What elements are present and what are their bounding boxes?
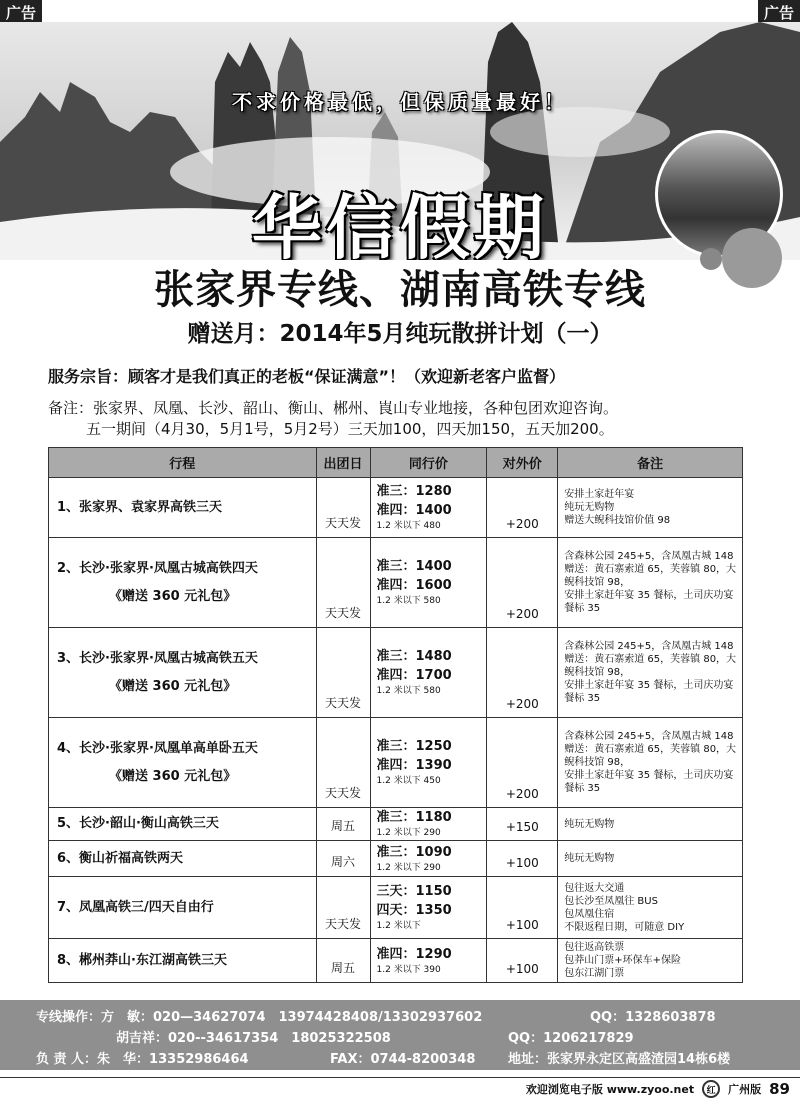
price-cell (370, 939, 487, 983)
departure-cell: 周五 (316, 808, 370, 841)
note-line-1: 备注：张家界、凤凰、长沙、韶山、衡山、郴州、崀山专业地接，各种包团欢迎咨询。 (48, 399, 619, 417)
trade-price: 四天：1350 (376, 903, 452, 918)
table-row (49, 718, 743, 808)
remark-line: 赠送：黄石寨索道 65，芙蓉镇 80，大鲵科技馆 98， (564, 654, 737, 678)
contact-line-2: 胡吉祥：020--34617354 18025322508 (116, 1031, 391, 1046)
external-price-cell: +150 (487, 808, 558, 841)
external-price-cell: +200 (487, 478, 558, 538)
ad-label-right: 广告 (758, 0, 800, 25)
remark-line: 含森林公园 245+5，含凤凰古城 148 (564, 731, 734, 742)
remark-line: 赠送：黄石寨索道 65，芙蓉镇 80，大鲵科技馆 98， (564, 564, 737, 588)
route-cell (49, 478, 317, 538)
external-price-cell: +200 (487, 538, 558, 628)
footer-text: 欢迎浏览电子版 www.zyoo.net (525, 1083, 695, 1096)
route-name: 5、长沙·韶山·衡山高铁三天 (57, 816, 219, 831)
remark-line: 含森林公园 245+5，含凤凰古城 148 (564, 551, 734, 562)
route-cell (49, 628, 317, 718)
remark-line: 不限返程日期，可随意 DIY (564, 921, 685, 933)
child-price: 1.2 米以下 580 (376, 686, 441, 696)
remark-line: 包东江湖门票 (564, 968, 625, 979)
remark-line: 安排土家赶年宴 (564, 489, 635, 500)
trade-price: 准三：1250 (376, 739, 452, 754)
external-price-cell: +100 (487, 939, 558, 983)
trade-price: 准三：1400 (376, 559, 452, 574)
route-name: 8、郴州莽山·东江湖高铁三天 (57, 952, 227, 968)
external-price-cell: +200 (487, 628, 558, 718)
child-price: 1.2 米以下 450 (376, 776, 441, 786)
price-cell (370, 841, 487, 877)
route-cell (49, 718, 317, 808)
departure-cell: 周五 (316, 939, 370, 983)
external-price-cell: +200 (487, 718, 558, 808)
remarks-cell (558, 628, 743, 718)
route-cell (49, 538, 317, 628)
external-price-cell: +100 (487, 841, 558, 877)
departure-cell: 天天发 (316, 877, 370, 939)
route-cell (49, 877, 317, 939)
child-price: 1.2 米以下 290 (376, 828, 441, 838)
remark-line: 纯玩无购物 (564, 853, 615, 864)
remark-line: 包往返大交通 (564, 882, 625, 894)
route-cell (49, 841, 317, 877)
slogan: 不求价格最低，但保质量最好！ (232, 90, 568, 114)
route-cell (49, 808, 317, 841)
route-name: 1、张家界、袁家界高铁三天 (57, 499, 223, 515)
child-price: 1.2 米以下 580 (376, 596, 441, 606)
remarks-cell (558, 718, 743, 808)
contact-qq-1: QQ：1328603878 (590, 1010, 716, 1025)
trade-price: 三天：1150 (376, 884, 452, 899)
trade-price: 准三：1280 (376, 484, 452, 499)
route-name: 7、凤凰高铁三/四天自由行 (57, 899, 214, 915)
departure-cell: 天天发 (316, 628, 370, 718)
page-number: 89 (769, 1080, 790, 1098)
ad-label-left: 广告 (0, 0, 42, 25)
contact-bar (0, 1000, 800, 1070)
trade-price: 准四：1290 (376, 946, 452, 962)
service-motto: 服务宗旨：顾客才是我们真正的老板“保证满意”！（欢迎新老客户监督） (48, 367, 566, 386)
contact-address: 地址：张家界永定区高盛渣园14栋6楼 (508, 1052, 731, 1067)
route-name: 2、长沙·张家界·凤凰古城高铁四天 (57, 560, 258, 576)
footer-divider (0, 1077, 800, 1078)
trade-price: 准四：1600 (376, 578, 452, 593)
headline-main: 张家界专线、湖南高铁专线 (154, 266, 646, 313)
table-header-row (49, 448, 743, 478)
trade-price: 准四：1390 (376, 758, 452, 773)
header-departure: 出团日 (316, 448, 370, 478)
remark-line: 安排土家赶年宴 35 餐标，土司庆功宴餐标 35 (564, 770, 734, 794)
note-line-2: 五一期间（4月30，5月1号，5月2号）三天加100，四天加150，五天加200。 (86, 420, 614, 438)
table-row (49, 877, 743, 939)
price-cell (370, 877, 487, 939)
gift-label: 《赠送 360 元礼包》 (109, 678, 237, 694)
remarks-cell (558, 877, 743, 939)
route-name: 3、长沙·张家界·凤凰古城高铁五天 (57, 650, 258, 666)
header-route: 行程 (49, 448, 317, 478)
remark-line: 安排土家赶年宴 35 餐标，土司庆功宴餐标 35 (564, 680, 734, 704)
contact-manager: 负 责 人：朱 华：13352986464 (36, 1052, 249, 1067)
trade-price: 准四：1400 (376, 503, 452, 518)
table-row (49, 628, 743, 718)
table-row (49, 808, 743, 841)
headline-sub: 赠送月：2014年5月纯玩散拼计划（一） (187, 321, 613, 347)
edition-label: 广州版 (728, 1083, 762, 1096)
departure-cell: 天天发 (316, 718, 370, 808)
table-row (49, 841, 743, 877)
child-price: 1.2 米以下 390 (376, 964, 441, 975)
trade-price: 准三：1180 (376, 810, 452, 825)
remark-line: 安排土家赶年宴 35 餐标，土司庆功宴餐标 35 (564, 590, 734, 614)
gift-label: 《赠送 360 元礼包》 (109, 588, 237, 604)
remark-line: 含森林公园 245+5，含凤凰古城 148 (564, 641, 734, 652)
departure-cell: 周六 (316, 841, 370, 877)
table-row (49, 478, 743, 538)
gift-label: 《赠送 360 元礼包》 (109, 768, 237, 784)
remark-line: 赠送大鲵科技馆价值 98 (564, 515, 671, 526)
route-name: 6、衡山祈福高铁两天 (57, 850, 184, 866)
remark-line: 纯玩无购物 (564, 502, 615, 513)
remark-line: 包长沙至凤凰往 BUS (564, 895, 658, 907)
page-footer (526, 1080, 790, 1098)
header-external-price: 对外价 (487, 448, 558, 478)
child-price: 1.2 米以下 (376, 921, 421, 931)
routes-table (48, 447, 743, 983)
header-trade-price: 同行价 (370, 448, 487, 478)
price-cell (370, 538, 487, 628)
remarks-cell (558, 478, 743, 538)
brand-title: 华信假期 (252, 186, 548, 260)
trade-price: 准四：1700 (376, 668, 452, 683)
price-cell (370, 808, 487, 841)
price-cell (370, 718, 487, 808)
header-remarks: 备注 (558, 448, 743, 478)
external-price-cell: +100 (487, 877, 558, 939)
contact-qq-2: QQ：1206217829 (508, 1031, 634, 1046)
remarks-cell (558, 538, 743, 628)
route-cell (49, 939, 317, 983)
remark-line: 纯玩无购物 (564, 818, 615, 830)
departure-cell: 天天发 (316, 478, 370, 538)
remark-line: 包凤凰住宿 (564, 908, 615, 920)
child-price: 1.2 米以下 290 (376, 862, 441, 873)
contact-fax: FAX：0744-8200348 (330, 1052, 476, 1067)
remark-line: 包莽山门票+环保车+保险 (564, 955, 682, 966)
table-row (49, 939, 743, 983)
trade-price: 准三：1090 (376, 844, 452, 860)
remark-line: 赠送：黄石寨索道 65，芙蓉镇 80，大鲵科技馆 98， (564, 744, 737, 768)
remark-line: 包往返高铁票 (564, 942, 625, 953)
remarks-cell (558, 939, 743, 983)
price-cell (370, 628, 487, 718)
table-row (49, 538, 743, 628)
price-cell (370, 478, 487, 538)
contact-line-1: 专线操作：方 敏：020—34627074 13974428408/13302937602 (36, 1010, 483, 1025)
remarks-cell (558, 808, 743, 841)
route-name: 4、长沙·张家界·凤凰单高单卧五天 (57, 740, 258, 756)
remarks-cell (558, 841, 743, 877)
departure-cell: 天天发 (316, 538, 370, 628)
child-price: 1.2 米以下 480 (376, 521, 441, 531)
magazine-logo-icon: 红 (702, 1080, 720, 1098)
trade-price: 准三：1480 (376, 649, 452, 664)
